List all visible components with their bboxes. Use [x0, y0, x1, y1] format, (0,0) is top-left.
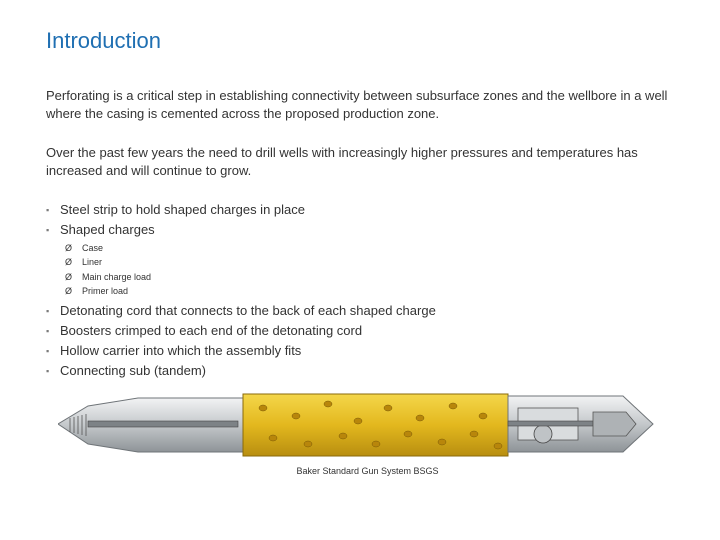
sub-list-item [65, 270, 686, 284]
arrow-sub-bullet-icon: Ø [65, 271, 73, 282]
detonating-cord-right [508, 421, 593, 426]
sub-list-item [65, 284, 686, 298]
sub-list-item-text: Liner [82, 257, 103, 268]
bullet-square-icon: ▪ [46, 346, 50, 357]
list-item-text: Boosters crimped to each end of the detonating cord [60, 323, 363, 339]
detonating-cord-left [88, 421, 238, 427]
list-item-text: Hollow carrier into which the assembly fits [60, 343, 302, 359]
list-item [46, 362, 686, 382]
pressure-paragraph: Over the past few years the need to drill wells with increasingly higher pressures and temperatures has increased and will continue to grow. [46, 145, 638, 178]
list-item [46, 302, 686, 322]
sub-list-item-text: Main charge load [82, 271, 152, 282]
list-item-text: Shaped charges [60, 222, 155, 237]
list-item [46, 201, 686, 221]
sub-list-item [65, 241, 686, 255]
bullet-square-icon: ▪ [46, 225, 50, 235]
arrow-sub-bullet-icon: Ø [65, 243, 73, 253]
slide-title: Introduction [46, 28, 161, 53]
bullet-square-icon: ▪ [46, 326, 50, 337]
sub-list-item-text: Primer load [82, 285, 129, 296]
booster-charge [534, 425, 552, 443]
sub-list-item [65, 255, 686, 269]
list-item [46, 221, 686, 241]
list-item [46, 322, 686, 342]
component-list [46, 201, 686, 382]
arrow-sub-bullet-icon: Ø [65, 285, 73, 296]
bullet-square-icon: ▪ [46, 366, 50, 377]
list-item-text: Detonating cord that connects to the back of each shaped charge [60, 303, 436, 319]
list-item-text: Connecting sub (tandem) [60, 363, 206, 379]
list-item [46, 342, 686, 362]
bullet-square-icon: ▪ [46, 306, 50, 317]
sub-list-item-text: Case [82, 243, 104, 253]
perforating-gun-illustration [58, 386, 658, 462]
shaped-charge-sublist [46, 241, 686, 298]
figure-caption: Baker Standard Gun System BSGS [296, 466, 439, 476]
bullet-square-icon: ▪ [46, 205, 50, 215]
list-item-text: Steel strip to hold shaped charges in place [60, 202, 305, 217]
arrow-sub-bullet-icon: Ø [65, 257, 73, 268]
intro-paragraph: Perforating is a critical step in establishing connectivity between subsurface zones and the wellbore in a well where the casing is cemented across the proposed production zone. [46, 88, 668, 121]
